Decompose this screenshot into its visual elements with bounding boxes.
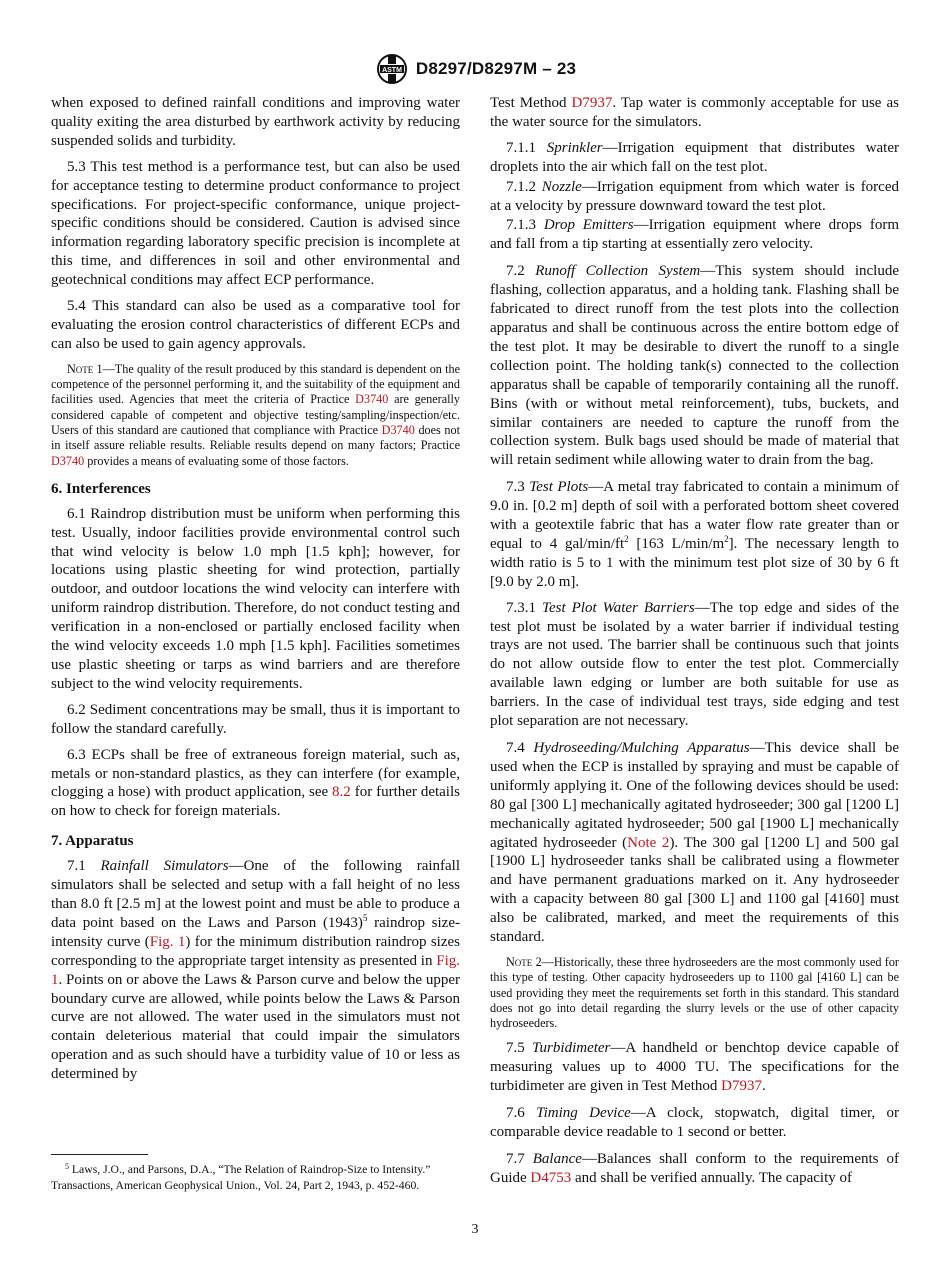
footnote-divider (51, 1154, 148, 1155)
left-column (51, 94, 460, 1091)
section-heading-apparatus: 7. Apparatus (51, 833, 134, 850)
page-number: 3 (471, 1222, 479, 1237)
paragraph-7-7: 7.7 Balance—Balances shall conform to the requirements of Guide D4753 and shall be verified annually. The capacity of (490, 1150, 900, 1186)
paragraph-7-3-1: 7.3.1 Test Plot Water Barriers—The top edge and sides of the test plot must be isolated by a water barrier if individual testing trays are not used. The barrier shall be continuous such that joints do not allow outside flow to enter the test plot. Commercially available lawn edging or lumber are both suitable for use as barriers. In the case of individual test trays, side edging and test plot separation are not necessary. (490, 599, 899, 730)
page-header (0, 52, 950, 86)
reference-link-d3740[interactable]: D3740 (355, 392, 389, 407)
paragraph-5-4: 5.4 This standard can also be used as a comparative tool for evaluating the erosion control characteristics of different ECPs and can also be used to gain agency approvals. (51, 298, 460, 352)
paragraph-6-1: 6.1 Raindrop distribution must be uniform when performing this test. Usually, indoor facilities provide environmental control such that wind velocity is below 1.0 mph [1.5 kph]; however, for locations using plastic sheeting for wind protection, partially outdoor, and outdoor locations the wind velocity can interfere with uniform raindrop distribution. Therefore, do not conduct testing and verification in a non-enclosed or partially enclosed facility when the wind velocity exceeds 1.0 mph [1.5 kph]. Facilities sometimes use plastic sheeting or tarps as wind barriers and are therefore subject to the wind velocity requirements. (51, 505, 460, 692)
term-rainfall-simulators: Rainfall Simulators (100, 858, 229, 875)
paragraph-6-2: 6.2 Sediment concentrations may be small, thus it is important to follow the standard carefully. (51, 701, 460, 737)
paragraph-6-3: 6.3 ECPs shall be free of extraneous foreign material, such as, metals or non-standard plastics, as they can interfere (for example, clogging a hose) with product application, see 8.2 for further details on how to check for foreign materials. (51, 746, 460, 820)
reference-link-d4753[interactable]: D4753 (530, 1169, 572, 1186)
paragraph-7-1: 7.1 Rainfall Simulators—One of the following rainfall simulators shall be selected and setup with a fall height of no less than 8.0 ft [2.5 m] at the lowest point and must be able to produce a data point based on the Laws and Parson $(1943)^5$ raindrop size-intensity curve (Fig. 1) for the minimum distribution raindrop sizes corresponding to the appropriate target intensity as presented in Fig. 1. Points on or above the Laws & Parson curve and below the upper boundary curve are allowed, while points below the Laws & Parson curve are not allowed. The water used in the simulators must not contain deleterious material that could impair the simulators operation and as such should have a turbidity value of 10 or less as determined by (51, 858, 461, 1083)
paragraph-7-6: 7.6 Timing Device—A clock, stopwatch, digital timer, or comparable device readable to 1 second or better. (490, 1105, 899, 1141)
paragraph-5-2-continued: when exposed to defined rainfall conditions and improving water quality exiting the area disturbed by earthwork activity by reducing suspended solids and turbidity. (51, 95, 460, 149)
note-link-note-2[interactable]: Note 2 (627, 834, 670, 851)
paragraph-7-3: 7.3 Test Plots—A metal tray fabricated to contain a minimum of 9.0 in. [0.2 m] depth of soil with a perforated bottom sheet covered with a geotextile fabric that has a water flow rate greater than or equal to 4 gal/$\min/ft^2$ [163 $L/\min/m^2$]. The necessary length to width ratio is 5 to 1 with the minimum test plot size of 30 by 6 ft [9.0 by 2.0 m]. (490, 479, 900, 590)
reference-link-8-2[interactable]: 8.2 (332, 784, 351, 801)
svg-text:ASTM: ASTM (381, 67, 402, 74)
paragraph-7-1-3: 7.1.3 Drop Emitters—Irrigation equipment where drops form and fall from a tip starting at essentially zero velocity. (490, 217, 899, 253)
paragraph-7-1-continued: Test Method D7937. Tap water is commonly acceptable for use as the water source for the simulators. (490, 95, 899, 130)
paragraph-7-4: 7.4 Hydroseeding/Mulching Apparatus—This device shall be used when the ECP is installed by spraying and must be capable of uniformly applying it. One of the following devices should be used: 80 gal [300 L] mechanically agitated hydroseeder; 300 gal [1200 L] mechanically agitated hydroseeder; 500 gal [1900 L] mechanically agitated hydroseeder (Note 2). The 300 gal [1200 L] and 500 gal [1900 L] hydroseeder tanks shall be calibrated using a flowmeter and have permanent graduations marked on it. Any hydroseeder with a capacity between 80 gal [300 L] and 1100 gal [4160] must also be calibrated, marked, and meet the requirements of this standard. (490, 740, 900, 946)
reference-link-d7937[interactable]: D7937 (721, 1078, 762, 1095)
section-heading-interferences: 6. Interferences (51, 480, 151, 497)
astm-logo-icon (374, 53, 410, 85)
reference-link-d7937[interactable]: D7937 (571, 95, 613, 111)
reference-link-d3740[interactable]: D3740 (381, 422, 415, 437)
paragraph-7-1-1: 7.1.1 Sprinkler—Irrigation equipment that distributes water droplets into the air which fall on the test plot. (490, 139, 899, 175)
footnote-ref-5: 5 (362, 912, 368, 923)
right-column (490, 94, 899, 1195)
note-1-label: Note 1 (67, 361, 103, 376)
reference-link-d3740[interactable]: D3740 (51, 453, 85, 468)
paragraph-7-1-2: 7.1.2 Nozzle—Irrigation equipment from which water is forced at a velocity by pressure downward toward the test plot. (490, 178, 899, 214)
note-2-label: Note 2 (506, 954, 542, 969)
footnote-5: $^5$ Laws, J.O., and Parsons, D.A., “The Relation of Raindrop-Size to Intensity.” Transactions, American Geophysical Union., Vol. 24, Part 2, 1943, p. 452-460. (51, 1162, 431, 1192)
figure-link-fig-1[interactable]: Fig. 1 (51, 952, 460, 988)
paragraph-7-2: 7.2 Runoff Collection System—This system should include flashing, collection apparatus, and a holding tank. Flashing shall be fabricated to direct runoff from the test plots into the collection apparatus and shall be continuous across the entire bottom edge of the test plot. It may be desirable to divert the runoff to a single collection point. The holding tank(s) connected to the collection apparatus shall be capable of temporarily containing all the runoff. Bins (with or without metal reinforcement), tubs, buckets, and similar containers are needed to capture the runoff from the collection system. Bulk bags used should be made of material that will retain sediment while allowing water to drain from the bag. (490, 263, 899, 469)
document-id: D8297/D8297M – 23 (415, 59, 577, 78)
note-1: Note 1—The quality of the result produced by this standard is dependent on the competence of the personnel performing it, and the suitability of the equipment and facilities used. Agencies that meet the criteria of Practice D3740 are generally considered capable of competent and objective testing/sampling/inspection/etc. Users of this standard are cautioned that compliance with Practice D3740 does not in itself assure reliable results. Reliable results depend on many factors; Practice D3740 provides a means of evaluating some of those factors. (51, 361, 460, 468)
paragraph-5-3: 5.3 This test method is a performance test, but can also be used for acceptance testing to determine product conformance to project specifications. For project-specific conformance, unique project-specific conditions should be considered. Caution is advised since information regarding laboratory specific precision is incomplete at this time, and differences in soil and other environmental and geotechnical conditions may affect ECP performance. (51, 158, 460, 289)
figure-link-fig-1[interactable]: Fig. 1 (149, 933, 186, 950)
note-2: Note 2—Historically, these three hydroseeders are the most commonly used for this type of testing. Other capacity hydroseeders up to 1100 gal [4160 L] can be used providing they meet the requirements set forth in this standard. This standard does not go into detail regarding the slurry levels or the use of other capacity hydroseeders. (490, 954, 899, 1031)
paragraph-7-5: 7.5 Turbidimeter—A handheld or benchtop device capable of measuring values up to 4000 TU. The specifications for the turbidimeter are given in Test Method D7937. (490, 1040, 900, 1095)
